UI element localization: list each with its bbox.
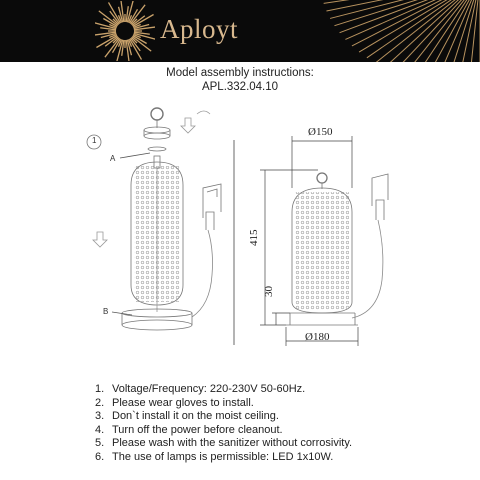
list-item: 5. Please wash with the sanitizer without corrosivity. bbox=[95, 437, 353, 449]
step-number: 1 bbox=[92, 136, 97, 145]
exploded-view bbox=[93, 108, 221, 330]
title-block bbox=[0, 66, 480, 94]
list-item: 6. The use of lamps is permissible: LED 1x10W. bbox=[95, 450, 334, 463]
dimension-base-height: 30 bbox=[263, 286, 275, 297]
assembly-drawing bbox=[0, 100, 480, 370]
list-item: 2. Please wear gloves to install. bbox=[95, 396, 254, 409]
list-item: 4. Turn off the power before cleanout. bbox=[95, 423, 283, 436]
dimension-bottom-diameter: Ø180 bbox=[305, 331, 330, 343]
callout-a: A bbox=[110, 154, 116, 163]
corner-rays-icon bbox=[0, 0, 480, 62]
list-item: 1. Voltage/Frequency: 220-230V 50-60Hz. bbox=[95, 383, 306, 395]
brand-name: Aployt bbox=[160, 14, 239, 44]
callout-b: B bbox=[103, 307, 109, 316]
dimension-height: 415 bbox=[248, 229, 260, 246]
dimension-view bbox=[260, 136, 388, 346]
model-number: APL.332.04.10 bbox=[201, 81, 279, 93]
brand-header bbox=[0, 0, 480, 62]
instructions-heading: Model assembly instructions: bbox=[166, 67, 314, 79]
instruction-list bbox=[95, 383, 352, 464]
sunburst-logo-icon bbox=[95, 1, 155, 61]
dimension-top-diameter: Ø150 bbox=[308, 126, 333, 138]
list-item: 3. Don`t install it on the moist ceiling. bbox=[95, 410, 279, 422]
